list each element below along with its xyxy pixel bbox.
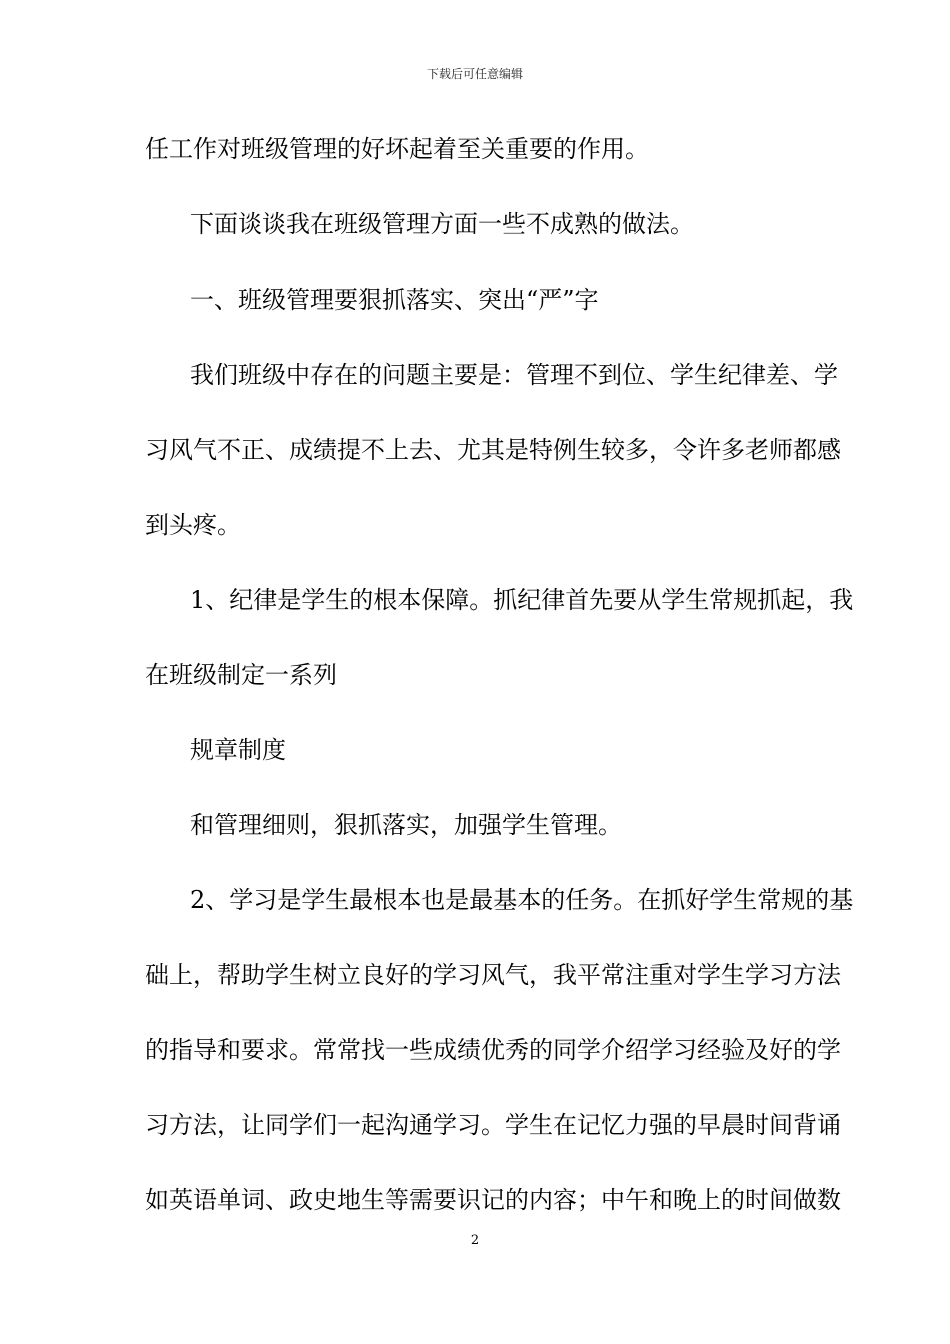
- body-line: 规章制度: [190, 736, 286, 764]
- body-line: 在班级制定一系列: [145, 661, 337, 689]
- page-number: 2: [470, 1233, 480, 1248]
- page-header: 下载后可任意编辑: [426, 67, 523, 81]
- body-line: 习风气不正、成绩提不上去、尤其是特例生较多，令许多老师都感: [145, 436, 841, 464]
- body-line: 和管理细则，狠抓落实，加强学生管理。: [190, 811, 622, 839]
- body-line: 到头疼。: [145, 511, 241, 539]
- body-line: 如英语单词、政史地生等需要识记的内容；中午和晚上的时间做数: [145, 1186, 841, 1214]
- body-line: 下面谈谈我在班级管理方面一些不成熟的做法。: [190, 210, 694, 238]
- body-line: 2、学习是学生最根本也是最基本的任务。在抓好学生常规的基: [190, 886, 854, 914]
- body-line: 习方法，让同学们一起沟通学习。学生在记忆力强的早晨时间背诵: [145, 1111, 841, 1139]
- section-heading: 一、班级管理要狠抓落实、突出“严”字: [190, 286, 599, 314]
- body-line: 的指导和要求。常常找一些成绩优秀的同学介绍学习经验及好的学: [145, 1036, 841, 1064]
- body-line: 我们班级中存在的问题主要是：管理不到位、学生纪律差、学: [190, 361, 838, 389]
- body-line: 任工作对班级管理的好坏起着至关重要的作用。: [145, 135, 649, 163]
- body-line: 础上，帮助学生树立良好的学习风气，我平常注重对学生学习方法: [145, 961, 841, 989]
- body-line: 1、纪律是学生的根本保障。抓纪律首先要从学生常规抓起，我: [190, 586, 854, 614]
